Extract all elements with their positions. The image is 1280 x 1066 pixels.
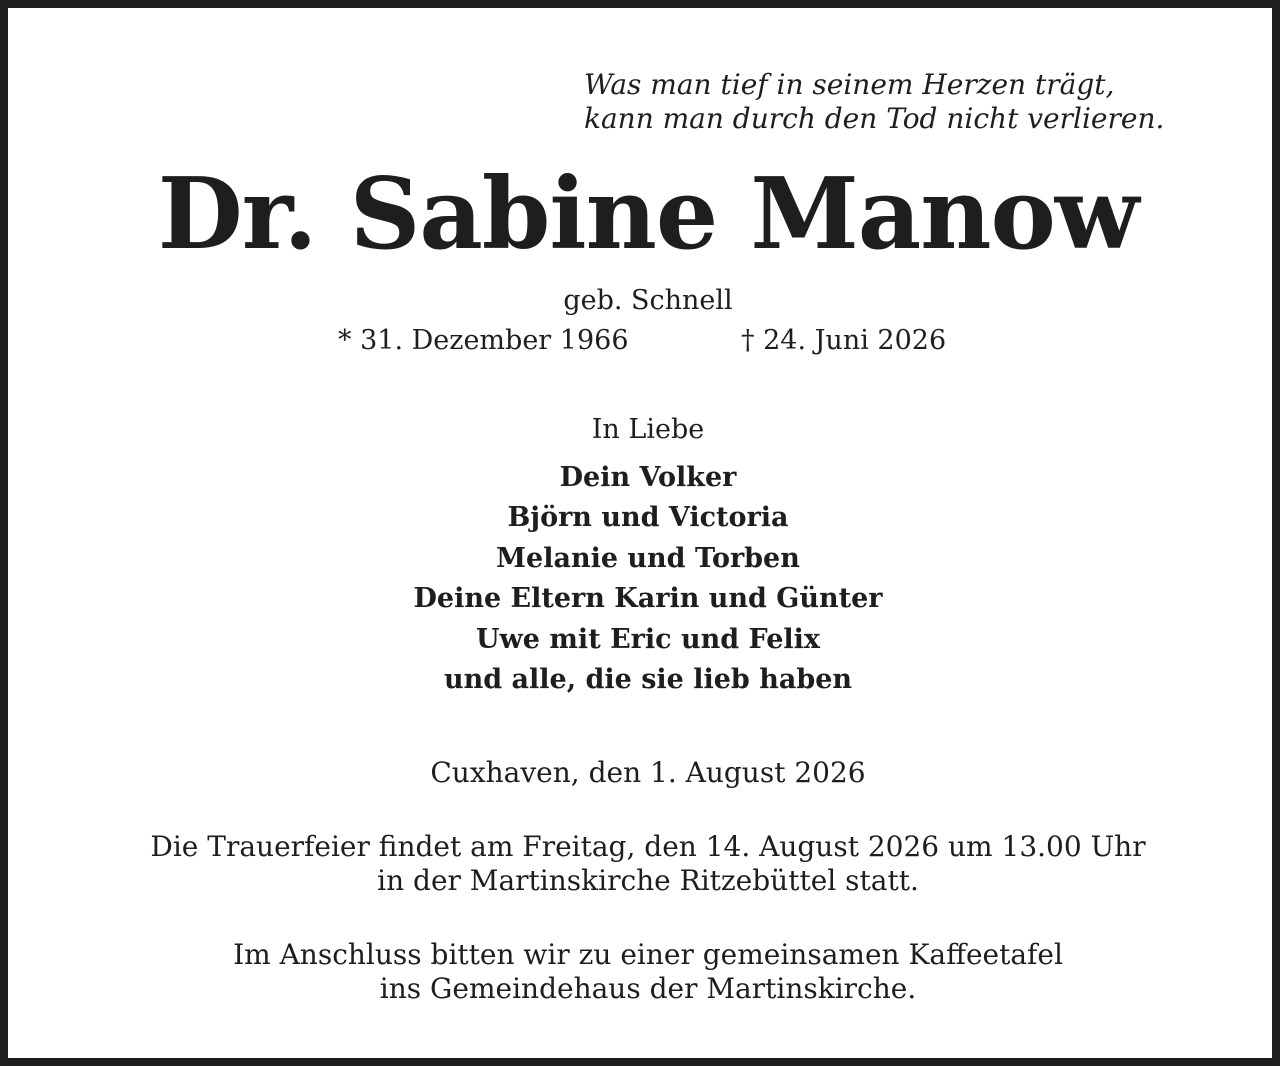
deceased-name: Dr. Sabine Manow <box>157 157 1139 272</box>
birth-date: * 31. Dezember 1966 <box>338 325 629 356</box>
mourner-line: Deine Eltern Karin und Günter <box>413 583 883 615</box>
mourner-line: und alle, die sie lieb haben <box>443 664 853 696</box>
memorial-quote <box>584 68 1164 136</box>
reception-notice <box>8 938 1280 1006</box>
death-date: † 24. Juni 2026 <box>741 325 947 356</box>
ceremony-line-1: Die Trauerfeier findet am Freitag, den 14. August 2026 um 13.00 Uhr <box>150 830 1146 863</box>
reception-line-2: ins Gemeindehaus der Martinskirche. <box>379 972 917 1005</box>
funeral-ceremony-notice <box>8 830 1280 898</box>
quote-line-1: Was man tief in seinem Herzen trägt, <box>584 68 1115 101</box>
ceremony-line-2: in der Martinskirche Ritzebüttel statt. <box>377 864 919 897</box>
mourners-list <box>8 458 1280 700</box>
mourner-line: Björn und Victoria <box>507 502 789 534</box>
reception-line-1: Im Anschluss bitten wir zu einer gemeinsamen Kaffeetafel <box>233 938 1063 971</box>
mourner-line: Uwe mit Eric und Felix <box>476 623 820 655</box>
mourner-line: Dein Volker <box>559 462 737 493</box>
quote-line-2: kann man durch den Tod nicht verlieren. <box>584 102 1165 135</box>
maiden-name: geb. Schnell <box>563 285 733 316</box>
mourner-line: Melanie und Torben <box>496 542 800 574</box>
place-and-date: Cuxhaven, den 1. August 2026 <box>430 756 866 789</box>
mourners-intro: In Liebe <box>591 414 705 445</box>
